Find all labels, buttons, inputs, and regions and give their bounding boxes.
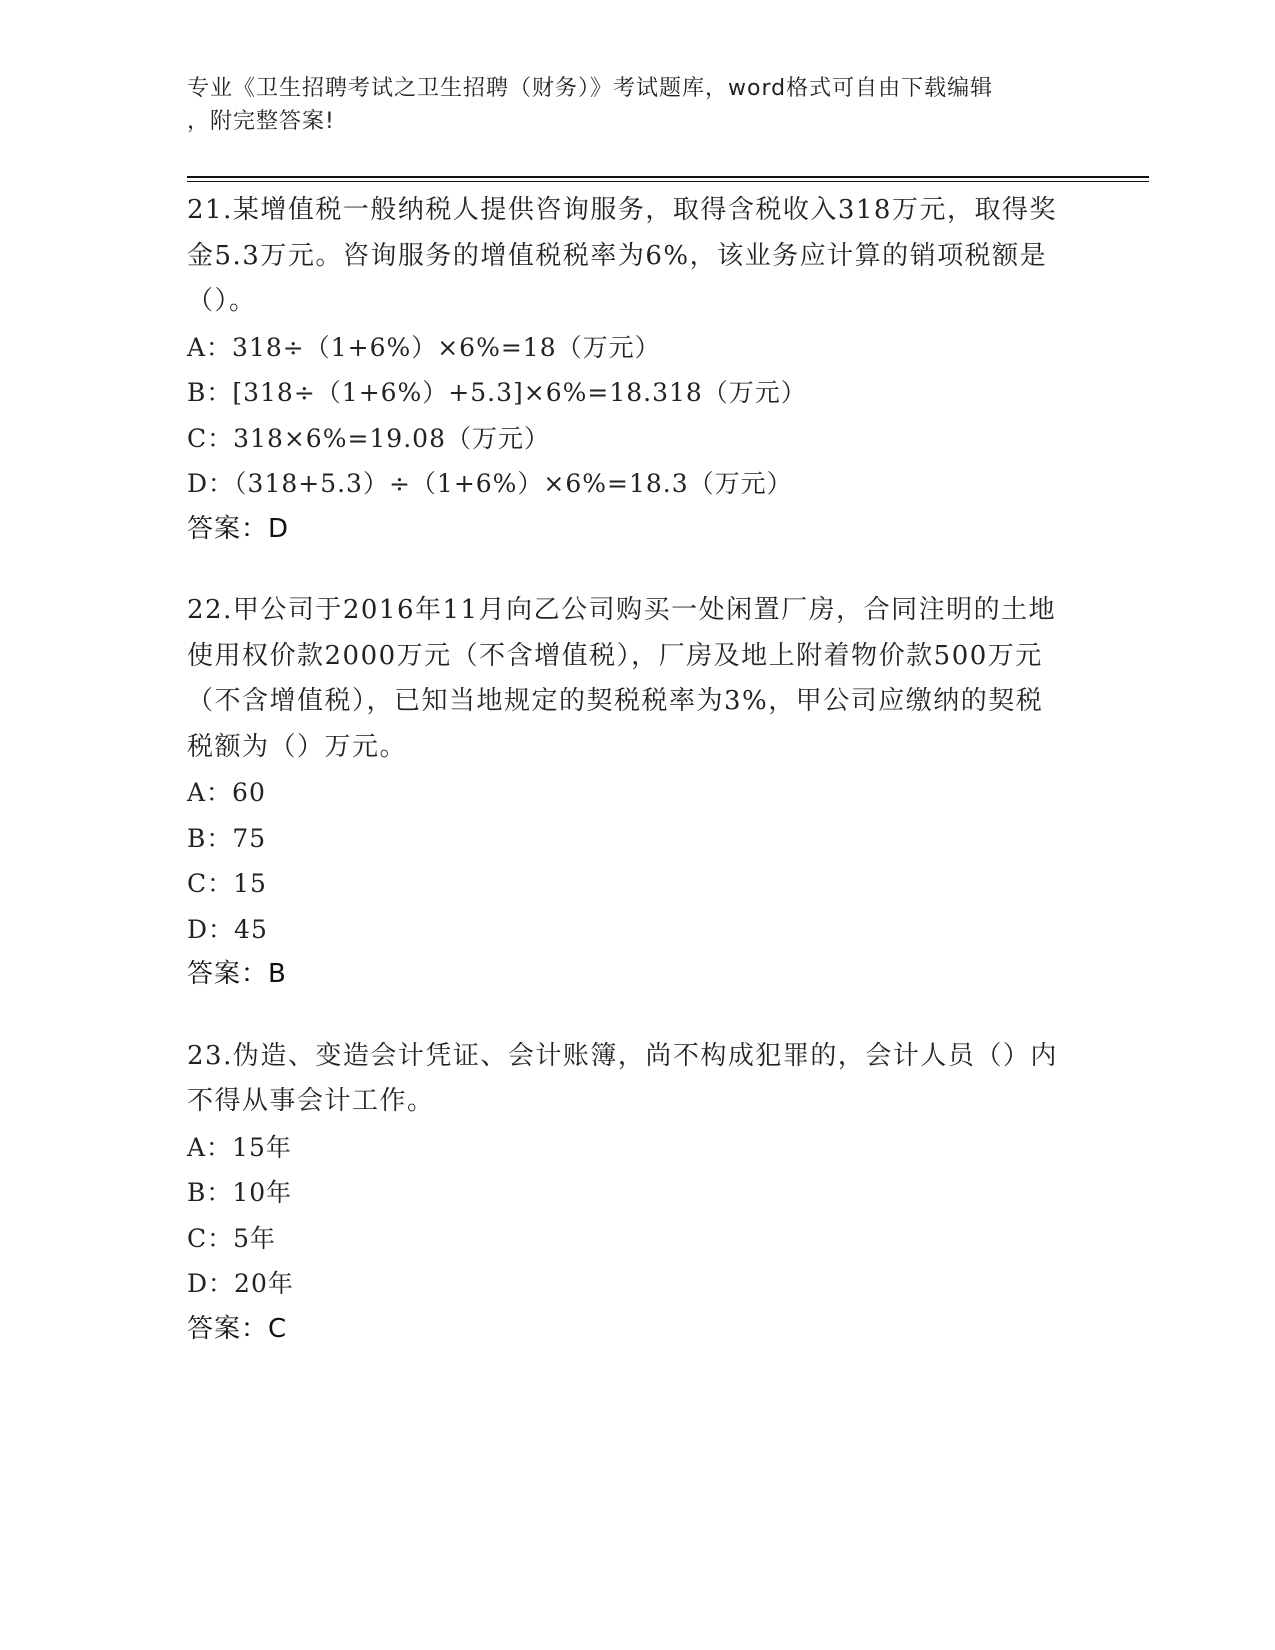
header-divider-thin [187,181,1149,182]
question-stem: 23.伪造、变造会计凭证、会计账簿，尚不构成犯罪的，会计人员（）内不得从事会计工作。 [187,1040,1058,1116]
header-title-line-1: 专业《卫生招聘考试之卫生招聘（财务）》考试题库，word格式可自由下载编辑 [187,76,994,101]
answer-key: 答案：C [187,1313,288,1344]
option-a: A：60 [187,778,266,807]
document-header [187,72,1067,138]
option-c: C：15 [187,869,267,898]
question-23 [187,1034,1067,1353]
option-b: B：75 [187,823,267,853]
option-a: A：15年 [187,1132,292,1162]
option-b: B：[318÷（1+6%）+5.3]×6%=18.318（万元） [187,378,807,407]
option-d: D：（318+5.3）÷（1+6%）×6%=18.3（万元） [187,469,793,498]
question-list [187,188,1067,1388]
question-22 [187,588,1067,998]
option-c: C：318×6%=19.08（万元） [187,423,550,453]
question-21 [187,188,1067,552]
question-stem: 21.某增值税一般纳税人提供咨询服务，取得含税收入318万元，取得奖金5.3万元。咨询服务的增值税税率为6%，该业务应计算的销项税额是（）。 [187,195,1057,316]
option-a: A：318÷（1+6%）×6%=18（万元） [187,332,661,362]
option-b: B：10年 [187,1178,293,1207]
option-c: C：5年 [187,1223,277,1253]
question-stem: 22.甲公司于2016年11月向乙公司购买一处闲置厂房，合同注明的土地使用权价款2000万元（不含增值税），厂房及地上附着物价款500万元（不含增值税），已知当地规定的契税税率为3%，甲公司应缴纳的契税税额为（）万元。 [187,595,1057,762]
option-d: D：20年 [187,1269,294,1298]
header-divider-thick [187,176,1149,178]
option-d: D：45 [187,914,268,944]
answer-key: 答案：B [187,959,287,989]
answer-key: 答案：D [187,513,290,544]
header-title-line-2: ，附完整答案! [187,109,335,134]
